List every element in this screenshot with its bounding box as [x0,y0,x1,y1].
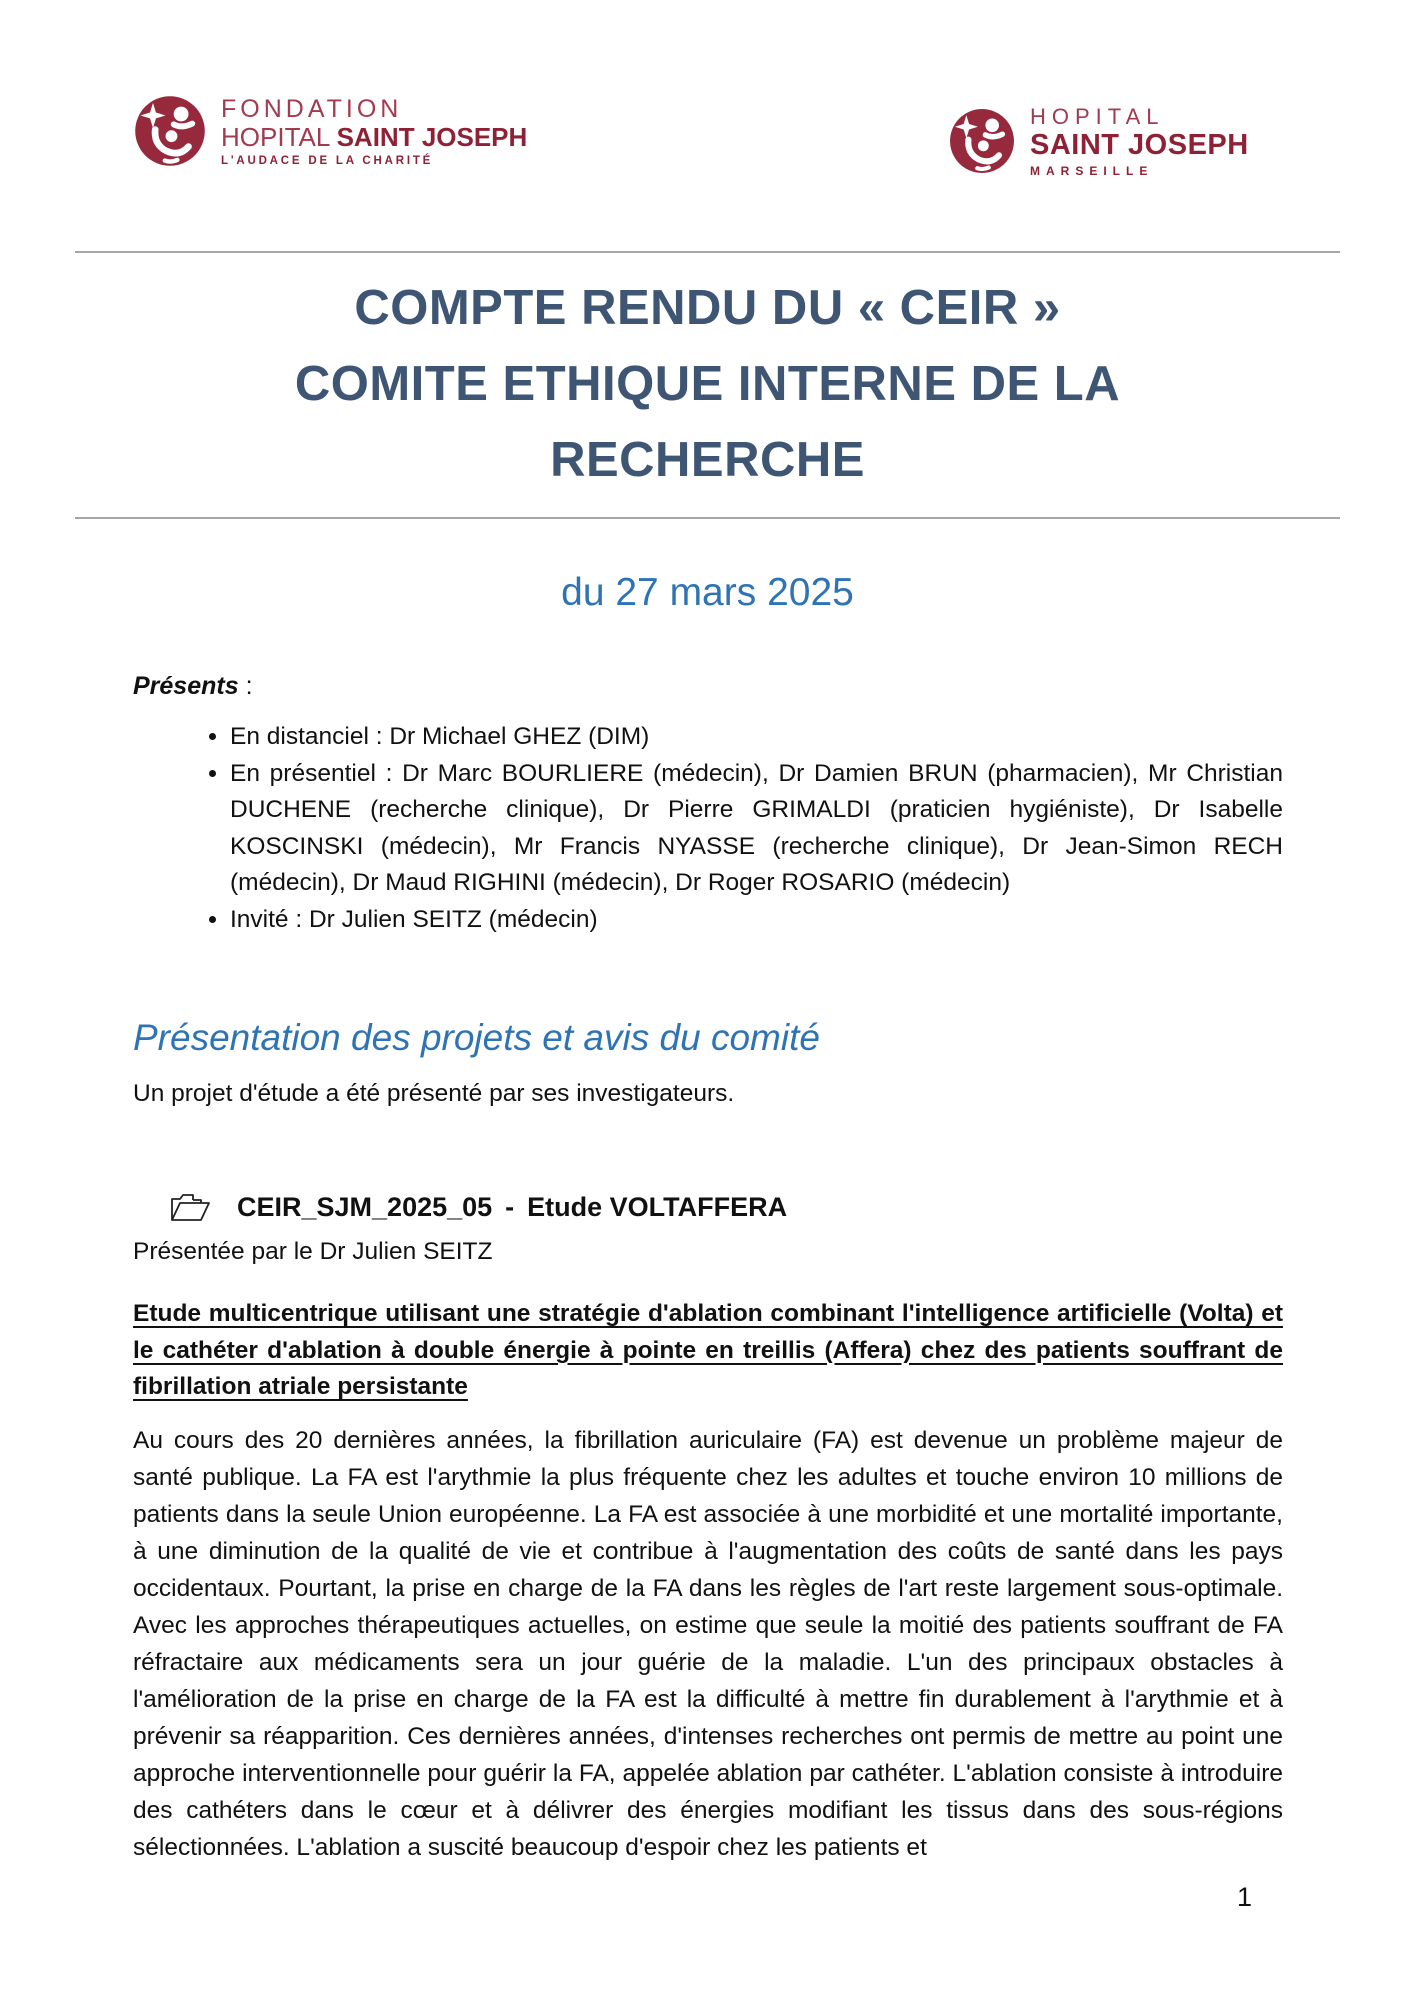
divider-bottom [75,517,1340,519]
hopital-logo-line3: MARSEILLE [1030,164,1154,178]
divider-top [75,251,1340,253]
document-title [90,270,1325,498]
list-item: • Invité : Dr Julien SEITZ (médecin) [230,902,1283,939]
open-folder-icon [165,1190,213,1224]
list-item: • En distanciel : Dr Michael GHEZ (DIM) [230,719,1283,756]
study-presented-by: Présentée par le Dr Julien SEITZ [133,1238,493,1265]
presents-label: Présents : [133,672,253,700]
section-heading: Présentation des projets et avis du comité [133,1017,820,1058]
fondation-logo-line1: FONDATION [221,94,403,123]
logo-fondation-hopital-saint-joseph [133,94,527,168]
fondation-logo-tagline: L'AUDACE DE LA CHARITÉ [221,154,434,167]
study-separator: - [505,1191,515,1222]
page-number: 1 [1236,1882,1252,1912]
fondation-logo-mark-icon [133,94,207,168]
study-body-paragraph: Au cours des 20 dernières années, la fibrillation auriculaire (FA) est devenue un problème majeur de santé publique. La FA est l'arythmie la plus fréquente chez les adultes et touche environ 10 millions de patients dans la seule Union européenne. La FA est associée à une morbidité et une mortalité importante, à une diminution de la qualité de vie et contribue à l'augmentation des coûts de santé dans les pays occidentaux. Pourtant, la prise en charge de la FA dans les règles de l'art reste largement sous-optimale. Avec les approches thérapeutiques actuelles, on estime que seule la moitié des patients souffrant de FA réfractaire aux médicaments sera un jour guérie de la maladie. L'un des principaux obstacles à l'amélioration de la prise en charge de la FA est la difficulté à mettre fin durablement à l'arythmie et à prévenir sa réapparition. Ces dernières années, d'intenses recherches ont permis de mettre au point une approche interventionnelle pour guérir la FA, appelée ablation par cathéter. L'ablation consiste à introduire des cathéters dans le cœur et à délivrer des énergies modifiant les tissus dans des sous-régions sélectionnées. L'ablation a suscité beaucoup d'espoir chez les patients et [133,1427,1283,1861]
hopital-logo-text [1030,104,1249,178]
section-intro: Un projet d'étude a été présenté par ses investigateurs. [133,1080,735,1107]
fondation-logo-text [221,96,527,167]
attendees-list [133,719,1283,938]
logo-hopital-saint-joseph-marseille [948,104,1249,178]
document-title-line3: RECHERCHE [550,433,865,487]
hopital-logo-line1: HOPITAL [1030,104,1165,129]
hopital-logo-mark-icon [948,107,1016,175]
fondation-logo-line2: HOPITAL SAINT JOSEPH [221,121,528,152]
list-item: • En présentiel : Dr Marc BOURLIERE (médecin), Dr Damien BRUN (pharmacien), Mr Christian DUCHENE (recherche clinique), Dr Pierre GRIMALDI (praticien hygiéniste), Dr Isabelle KOSCINSKI (médecin), Mr Francis NYASSE (recherche clinique), Dr Jean-Simon RECH (médecin), Dr Maud RIGHINI (médecin), Dr Roger ROSARIO (médecin) [230,756,1283,902]
study-description-title: Etude multicentrique utilisant une stratégie d'ablation combinant l'intelligence artificielle (Volta) et le cathéter d'ablation à double énergie à pointe en treillis (Affera) chez des patients souffrant de fibrillation atriale persistante [133,1300,1283,1400]
study-title [237,1192,787,1223]
meeting-date: du 27 mars 2025 [561,571,854,614]
study-code: CEIR_SJM_2025_05 [237,1191,493,1222]
document-title-line1: COMPTE RENDU DU « CEIR » [354,281,1061,335]
document-title-line2: COMITE ETHIQUE INTERNE DE LA [294,357,1121,411]
hopital-logo-line2: SAINT JOSEPH [1030,129,1249,161]
study-title-row [165,1190,787,1224]
study-name: Etude VOLTAFFERA [527,1191,788,1222]
